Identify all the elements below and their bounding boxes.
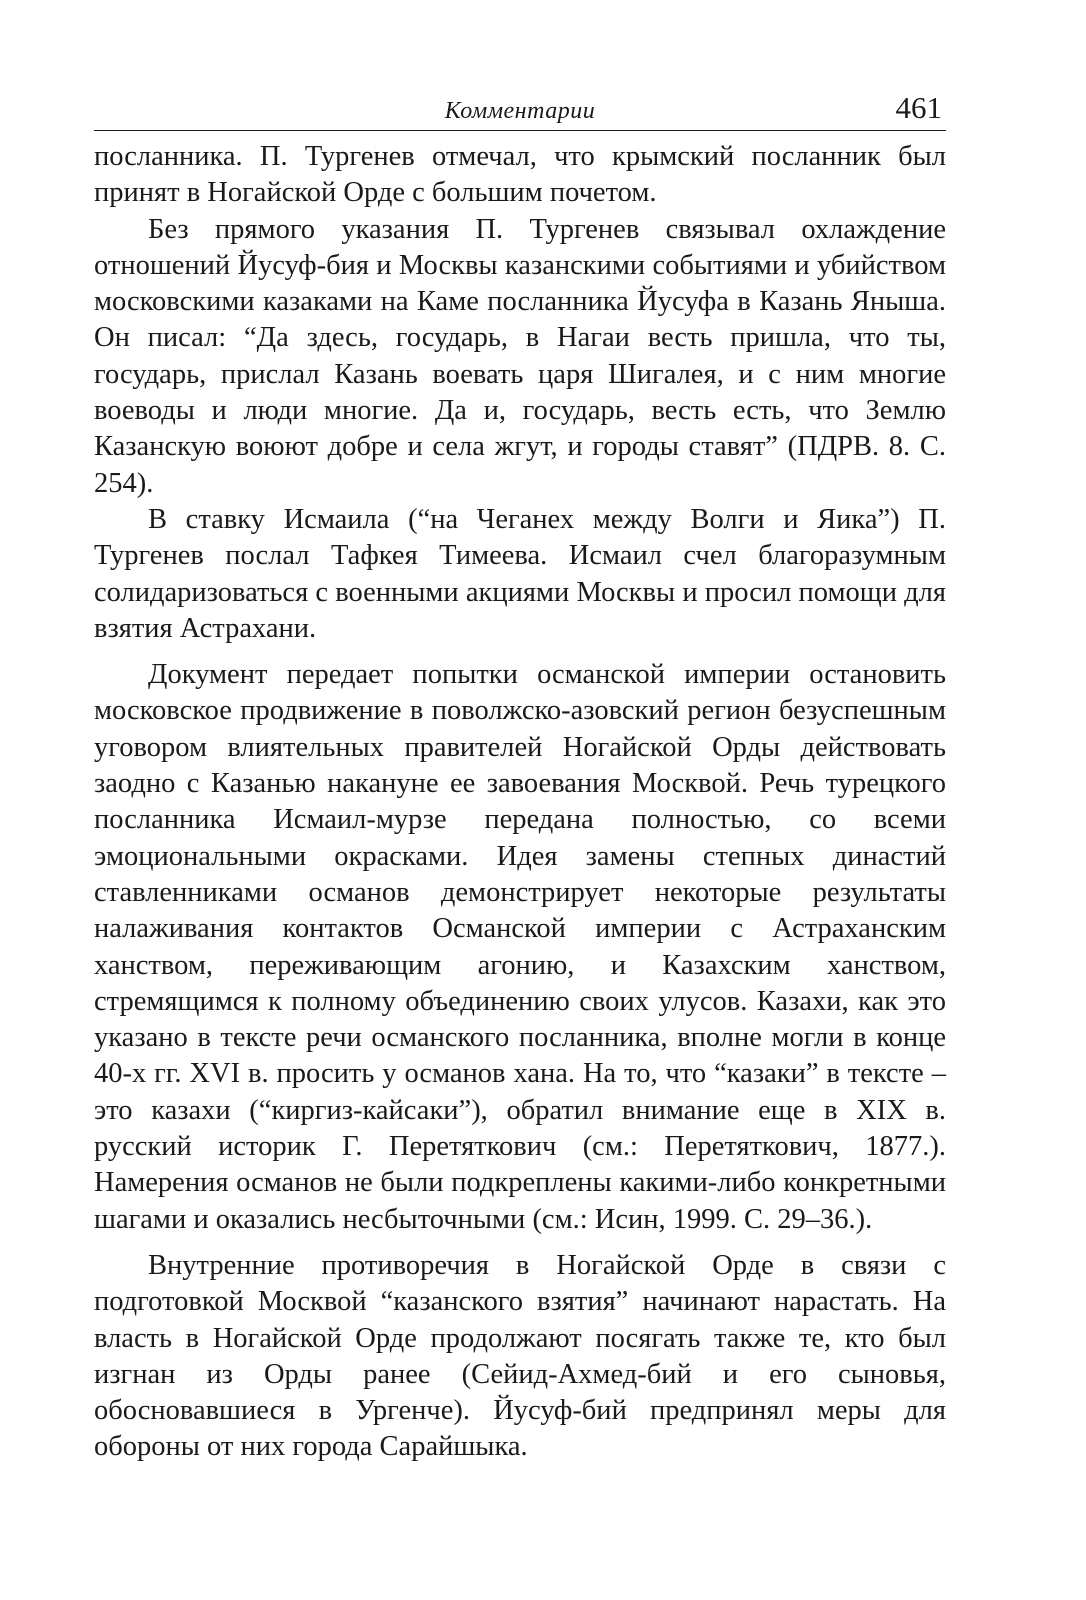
running-title: Комментарии — [444, 98, 596, 124]
paragraph: В ставку Исмаила (“на Чеганех между Волги и Яика”) П. Тургенев послал Тафкея Тимеева. Исмаил счел благоразумным солидаризоваться с военными акциями Москвы и просил помощи для взятия Астрахани. — [94, 503, 946, 644]
body-text — [94, 139, 946, 1466]
paragraph-continuation: посланника. П. Тургенев отмечал, что крымский посланник был принят в Ногайской Орде с большим почетом. — [94, 141, 946, 209]
paragraph: Внутренние противоречия в Ногайской Орде в связи с подготовкой Москвой “казанского взятия” начинают нарастать. На власть в Ногайской Орде продолжают посягать также те, кто был изгнан из Орды ранее (Сейид-Ахмед-бий и его сыновья, обосновавшиеся в Ургенче). Йусуф-бий предпринял меры для обороны от них города Сарайшыка. — [94, 1249, 946, 1463]
running-header — [94, 88, 946, 131]
paragraph: Документ передает попытки османской империи остановить московское продвижение в поволжско-азовский регион безуспешным уговором влиятельных правителей Ногайской Орды действовать заодно с Казанью накануне ее завоевания Москвой. Речь турецкого посланника Исмаил-мурзе передана полностью, со всеми эмоциональными окрасками. Идея замены степных династий ставленниками османов демонстрирует некоторые результаты налаживания контактов Османской империи с Астраханским ханством, переживающим агонию, и Казахским ханством, стремящимся к полному объединению своих улусов. Казахи, как это указано в тексте речи османского посланника, вполне могли в конце 40-х гг. XVI в. просить у османов хана. На то, что “казаки” в тексте – это казахи (“киргиз-кайсаки”), обратил внимание еще в XIX в. русский историк Г. Перетяткович (см.: Перетяткович, 1877.). Намерения османов не были подкреплены какими-либо конкретными шагами и оказались несбыточными (см.: Исин, 1999. С. 29–36.). — [94, 659, 946, 1235]
document-page — [94, 88, 946, 1466]
paragraph: Без прямого указания П. Тургенев связывал охлаждение отношений Йусуф-бия и Москвы казанскими событиями и убийством московскими казаками на Каме посланника Йусуфа в Казань Яныша. Он писал: “Да здесь, государь, в Нагаи весть пришла, что ты, государь, прислал Казань воевать царя Шигалея, и с ним многие воеводы и люди многие. Да и, государь, весть есть, что Землю Казанскую воюют добре и села жгут, и городы ставят” (ПДРВ. 8. С. 254). — [94, 213, 946, 499]
page-number: 461 — [895, 90, 942, 125]
